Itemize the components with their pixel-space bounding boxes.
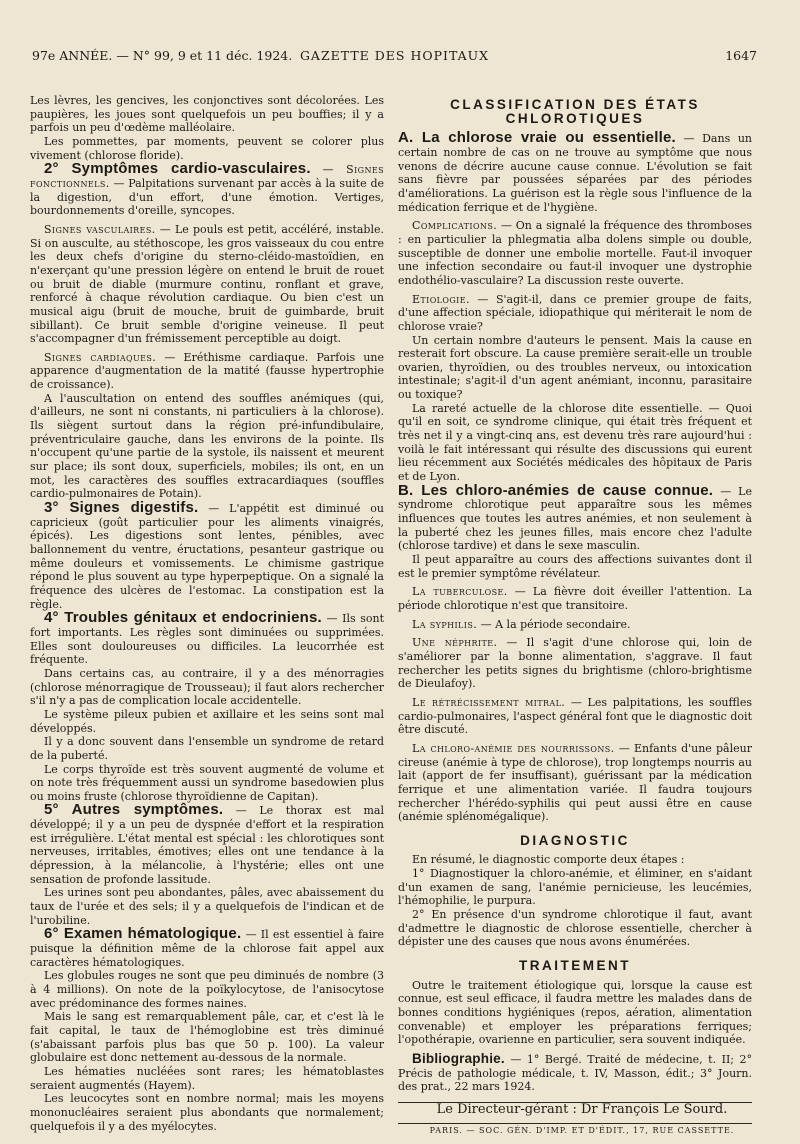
paragraph-syphilis xyxy=(398,618,752,632)
section-text: — Ils sont fort importants. Les règles sont diminuées ou supprimées. Elles sont douloureuses ou difficiles. La leucorrhée est fréquente. xyxy=(30,612,384,667)
paragraph-text: — Enfants d'une pâleur cireuse (anémie à type de chlorose), trop longtemps nourris au lait (apport de fer insuffisant), guérissant par la médication ferrique et une alimentation variée. Il faudra toujours rechercher l'hérédo-syphilis qui peut aussi être en cause (anémie splénomégalique). xyxy=(398,741,752,824)
diagnostic-title: DIAGNOSTIC xyxy=(520,832,630,848)
section-heading: 6° Examen hématologique. xyxy=(44,925,242,943)
paragraph-text: — Il s'agit d'une chlorose qui, loin de s'améliorer par la bonne alimentation, s'aggrave. Il faut rechercher les petits signes du brightisme (chloro-brightisme de Dieulafoy). xyxy=(398,636,752,691)
bibliography-heading: Bibliographie. xyxy=(412,1051,505,1066)
paragraph: 2° En présence d'un syndrome chlorotique il faut, avant d'admettre le diagnostic de chlorose essentielle, chercher à dépister une des causes que nous avons énumérées. xyxy=(398,908,752,949)
section-heading: 5° Autres symptômes. xyxy=(44,801,224,819)
paragraph-mitral xyxy=(398,696,752,737)
paragraph-text: — On a signalé la fréquence des thromboses : en particulier la phlegmatia alba dolens simple ou double, susceptible de donner une embolie mortelle. Faut-il invoquer une infection secondaire ou faut-il invoquer une dystrophie endothélio-vasculaire? La discussion reste ouverte. xyxy=(398,219,753,287)
page-header xyxy=(32,48,757,70)
paragraph: Il peut apparaître au cours des affections suivantes dont il est le premier symptôme révélateur. xyxy=(398,553,752,580)
section-other xyxy=(30,803,384,886)
section-text: — Il est essentiel à faire puisque la définition même de la chlorose fait appel aux caractères hématologiques. xyxy=(30,928,384,969)
paragraph-text: — S'agit-il, dans ce premier groupe de faits, d'une affection spéciale, idiopathique qui mériterait le nom de chlorose vraie? xyxy=(398,292,752,333)
paragraph: A l'auscultation on entend des souffles anémiques (qui, d'ailleurs, ne sont ni constants, ni particuliers à la chlorose). Ils siègent surtout dans la région pré-infundibulaire, préventriculaire gauche, dans les environs de la pointe. Ils n'occupent qu'une partie de la systole, ils naissent et meurent sur place; ils sont doux, superficiels, mobiles; ils ont, en un mot, les caractères des souffles extracardiaques (souffles cardio-pulmonaires de Potain). xyxy=(30,391,384,501)
paragraph: 1° Diagnostiquer la chloro-anémie, et éliminer, en s'aidant d'un examen de sang, l'anémie pernicieuse, les leucémies, l'hémophilie, le purpura. xyxy=(398,867,752,908)
paragraph: Les urines sont peu abondantes, pâles, avec abaissement du taux de l'urée et des sels; il y a quelquefois de l'indican et de l'urobiline. xyxy=(30,886,384,927)
run-in-lead: Signes cardiaques. xyxy=(44,350,157,364)
paragraph: Le corps thyroïde est très souvent augmenté de volume et on note très fréquemment aussi un syndrome basedowien plus ou moins fruste (chlorose thyroïdienne de Capitan). xyxy=(30,762,384,803)
section-heading: B. Les chloro-anémies de cause connue. xyxy=(398,481,714,499)
paragraph-tuberculosis xyxy=(398,585,752,612)
section-cardio xyxy=(30,162,384,218)
issue-info: 97e ANNÉE. — N° 99, 9 et 11 déc. 1924. xyxy=(32,48,293,63)
paragraph: Dans certains cas, au contraire, il y a des ménorragies (chlorose ménorragique de Trousseau); il faut alors rechercher s'il n'y a pas de complication locale accidentelle. xyxy=(30,666,384,708)
run-in-lead: Complications. xyxy=(412,219,498,233)
paragraph: Outre le traitement étiologique qui, lorsque la cause est connue, est seul efficace, il faudra mettre les malades dans de bonnes conditions hygiéniques (repos, aération, alimentation convenable) et employer les préparations ferriques; l'opothérapie, ovarienne en particulier, sera souvent indiquée. xyxy=(398,978,752,1047)
paragraph: Les pommettes, par moments, peuvent se colorer plus vivement (chlorose floride). xyxy=(30,134,384,162)
paragraph-text: — A la période secondaire. xyxy=(480,617,631,631)
director-line: Le Directeur-gérant : Dr François Le Sourd. xyxy=(436,1101,728,1117)
paragraph: Mais le sang est remarquablement pâle, car, et c'est là le fait capital, le taux de l'hémoglobine est très diminué (s'abaissant parfois plus bas que 50 p. 100). La valeur globulaire est donc nettement au-dessous de la normale. xyxy=(30,1010,384,1065)
paragraph-cardiac xyxy=(30,351,384,392)
paragraph-text: — Eréthisme cardiaque. Parfois une apparence d'augmentation de la matité (fausse hypertrophie de croissance). xyxy=(30,350,384,392)
section-heading: 4° Troubles génitaux et endocriniens. xyxy=(44,609,322,627)
treatment-title: TRAITEMENT xyxy=(519,958,631,974)
section-genital xyxy=(30,611,384,667)
run-in-lead: La syphilis. xyxy=(412,617,478,631)
paragraph-infants xyxy=(398,742,752,824)
paragraph-vascular xyxy=(30,223,384,346)
section-text: — L'appétit est diminué ou capricieux (goût particulier pour les aliments vinaigrés, épicés). Les digestions sont lentes, pénibles, avec ballonnement du ventre, éructations, pesanteur gastrique ou même douleurs et vomissements. Le chimisme gastrique répond le plus souvent au type hyperpeptique. On a signalé la fréquence des ulcères de l'estomac. La constipation est la règle. xyxy=(30,502,385,611)
section-b xyxy=(398,481,752,553)
run-in-lead: Une néphrite. xyxy=(412,636,498,650)
paragraph: Un certain nombre d'auteurs le pensent. Mais la cause en resterait fort obscure. La cause première serait-elle un trouble ovarien, thyroïdien, ou des troubles nerveux, ou intoxication intestinale; s'agit-il d'un agent anémiant, inconnu, parasitaire ou toxique? xyxy=(398,333,752,402)
bibliography-text: — 1° Bergé. Traité de médecine, t. II; 2° Précis de pathologie médicale, t. IV, Masson, édit.; 3° Journ. des prat., 22 mars 1924. xyxy=(398,1053,752,1094)
section-hematology xyxy=(30,927,384,969)
paragraph: Les globules rouges ne sont que peu diminués de nombre (3 à 4 millions). On note de la poïkylocytose, de l'anisocytose avec prédominance des formes naines. xyxy=(30,969,384,1010)
paragraph-text: — La fièvre doit éveiller l'attention. La période chlorotique n'est que transitoire. xyxy=(398,585,753,612)
run-in-lead: Signes vasculaires. xyxy=(44,222,156,236)
paragraph: Les hématies nucléées sont rares; les hématoblastes seraient augmentés (Hayem). xyxy=(30,1064,384,1092)
paragraph: En résumé, le diagnostic comporte deux étapes : xyxy=(412,853,685,867)
section-digestive xyxy=(30,501,384,611)
section-heading: 3° Signes digestifs. xyxy=(44,499,199,517)
paragraph-text: — Le pouls est petit, accéléré, instable. Si on ausculte, au stéthoscope, les gros vaisseaux du cou entre les deux chefs d'origine du sterno-cléido-mastoïdien, en n'exerçant qu'une pression légère on entend le bruit de rouet ou bruit de diable (murmure continu, ronflant et grave, renforcé à chaque révolution cardiaque. Ou bien c'est un musical aigu (bruit de mouche, bruit de guimbarde, bruit sibillant). Ce bruit semble d'origine veineuse. Il peut s'accompagner d'un frémissement perceptible au doigt. xyxy=(30,222,384,346)
section-text: — Palpitations survenant par accès à la suite de la digestion, d'un effort, d'une émotion. Vertiges, bourdonnements d'oreille, syncopes. xyxy=(30,176,384,218)
section-text: — Le thorax est mal développé; il y a un peu de dyspnée d'effort et la respiration est irrégulière. L'état mental est spécial : les chlorotiques sont nerveuses, irritables, émotives; elles ont une tendance à la dépression, à la mélancolie, à l'hystérie; elles ont une sensation de profonde lassitude. xyxy=(30,804,384,886)
paragraph-nephritis xyxy=(398,636,752,691)
left-column xyxy=(30,94,384,1133)
bibliography xyxy=(398,1052,752,1094)
paragraph-etiology xyxy=(398,293,752,334)
paragraph: La rareté actuelle de la chlorose dite essentielle. — Quoi qu'il en soit, ce syndrome clinique, qui était très fréquent et très net il y a vingt-cinq ans, est devenu très rare aujourd'hui : voilà le fait intéressant qui résulte des discussions qui eurent lieu récemment aux Sociétés médicales des hôpitaux de Paris et de Lyon. xyxy=(398,401,752,484)
run-in-lead: Etiologie. xyxy=(412,292,470,306)
paragraph: Il y a donc souvent dans l'ensemble un syndrome de retard de la puberté. xyxy=(30,735,384,762)
page-number: 1647 xyxy=(725,48,757,63)
paragraph: Les lèvres, les gencives, les conjonctives sont décolorées. Les paupières, les joues sont quelquefois un peu bouffies; il y a parfois un peu d'œdème malléolaire. xyxy=(30,94,384,135)
paragraph: Le système pileux pubien et axillaire et les seins sont mal développés. xyxy=(30,707,384,735)
classification-title: CLASSIFICATION DES ÉTATS CHLOROTIQUES xyxy=(450,97,700,126)
paragraph-text: — Les palpitations, les souffles cardio-pulmonaires, l'aspect général font que le diagnostic doit être discuté. xyxy=(398,695,753,737)
paragraph: Les leucocytes sont en nombre normal; mais les moyens mononucléaires seraient plus abondants que normalement; quelquefois il y a des myélocytes. xyxy=(30,1092,384,1133)
section-heading: A. La chlorose vraie ou essentielle. xyxy=(398,129,676,147)
section-text: — Le syndrome chlorotique peut apparaître sous les mêmes influences que toutes les autres anémies, et non seulement à la puberté chez les jeunes filles, mais encore chez l'adulte (chlorose tardive) et dans le sexe masculin. xyxy=(398,484,752,553)
right-column xyxy=(398,94,752,1137)
printer-imprint: PARIS. — SOC. GÉN. D'IMP. ET D'ÉDIT., 17, RUE CASSETTE. xyxy=(429,1125,735,1135)
run-in-lead: La tuberculose. xyxy=(412,585,508,599)
run-in-lead: Le rétrécissement mitral. xyxy=(412,695,566,709)
section-text: — Dans un certain nombre de cas on ne trouve au symptôme que nous venons de décrire aucune cause connue. L'évolution se fait sans fièvre par poussées séparées par des périodes d'améliorations. La guérison est la règle sous l'influence de la médication ferrique et de l'hygiène. xyxy=(398,132,752,214)
run-in-lead: — Signes fonctionnels. xyxy=(30,163,384,190)
section-heading: 2° Symptômes cardio-vasculaires. xyxy=(44,160,311,178)
run-in-lead: La chloro-anémie des nourrissons. xyxy=(412,741,615,755)
paragraph-complications xyxy=(398,219,752,287)
section-a xyxy=(398,131,752,214)
journal-title: GAZETTE DES HOPITAUX xyxy=(299,48,490,63)
